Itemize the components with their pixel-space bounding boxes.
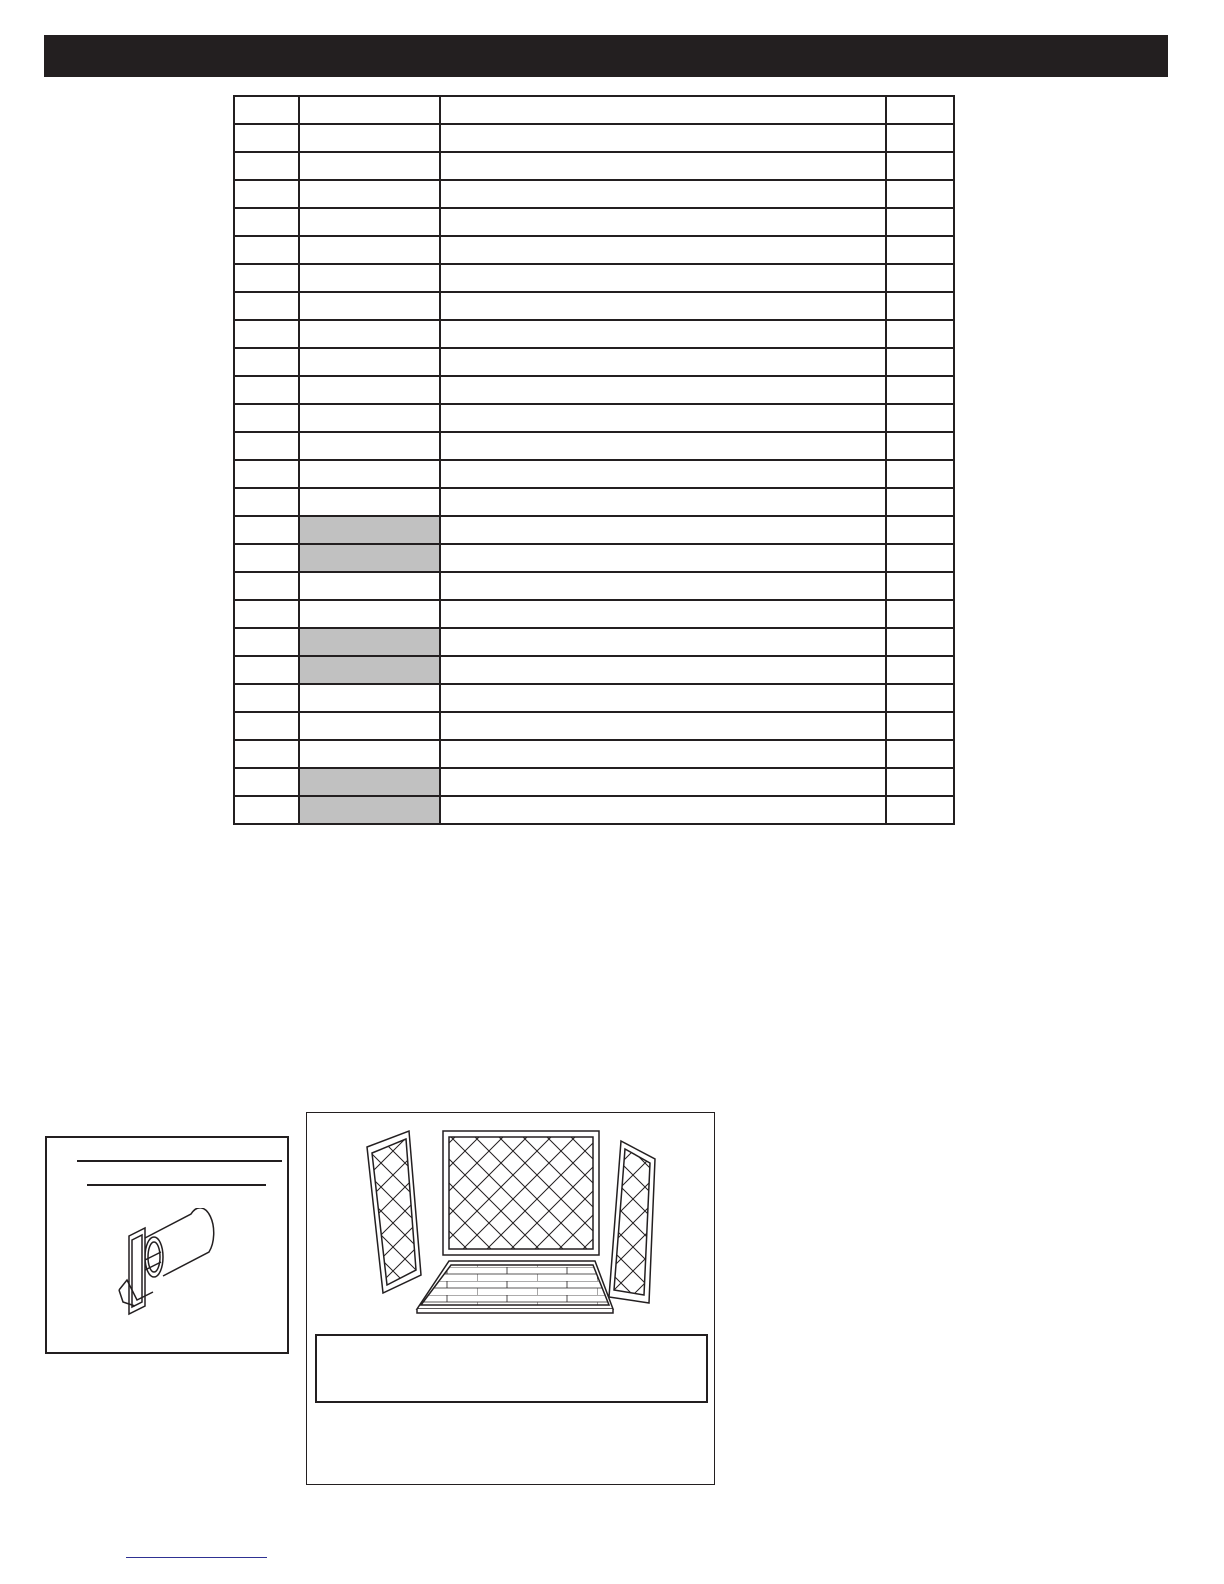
description-cell <box>440 96 886 124</box>
item-number-cell <box>234 740 299 768</box>
description-cell <box>440 376 886 404</box>
item-number-cell <box>234 376 299 404</box>
quantity-cell <box>886 152 954 180</box>
quantity-cell <box>886 348 954 376</box>
item-number-cell <box>234 124 299 152</box>
part-number-cell <box>299 796 440 824</box>
description-cell <box>440 544 886 572</box>
tube-connector-icon <box>105 1208 225 1328</box>
part-number-cell <box>299 768 440 796</box>
description-cell <box>440 180 886 208</box>
table-row <box>234 404 954 432</box>
table-row <box>234 572 954 600</box>
item-number-cell <box>234 348 299 376</box>
quantity-cell <box>886 712 954 740</box>
item-number-cell <box>234 600 299 628</box>
quantity-cell <box>886 96 954 124</box>
quantity-cell <box>886 124 954 152</box>
quantity-cell <box>886 236 954 264</box>
quantity-cell <box>886 740 954 768</box>
quantity-cell <box>886 516 954 544</box>
table-row <box>234 264 954 292</box>
description-cell <box>440 292 886 320</box>
table-row <box>234 320 954 348</box>
table-row <box>234 628 954 656</box>
header-bar <box>44 35 1168 77</box>
quantity-cell <box>886 796 954 824</box>
quantity-cell <box>886 488 954 516</box>
part-number-cell <box>299 264 440 292</box>
quantity-cell <box>886 768 954 796</box>
description-cell <box>440 796 886 824</box>
item-number-cell <box>234 180 299 208</box>
quantity-cell <box>886 208 954 236</box>
table-row <box>234 432 954 460</box>
description-cell <box>440 768 886 796</box>
footer-link[interactable] <box>126 1557 267 1558</box>
part-number-cell <box>299 404 440 432</box>
table-row <box>234 684 954 712</box>
item-number-cell <box>234 796 299 824</box>
quantity-cell <box>886 628 954 656</box>
description-cell <box>440 460 886 488</box>
table-row <box>234 152 954 180</box>
part-number-cell <box>299 124 440 152</box>
table-row <box>234 516 954 544</box>
item-number-cell <box>234 96 299 124</box>
description-cell <box>440 264 886 292</box>
item-number-cell <box>234 516 299 544</box>
quantity-cell <box>886 572 954 600</box>
description-cell <box>440 684 886 712</box>
description-cell <box>440 600 886 628</box>
table-row <box>234 600 954 628</box>
caption-rule <box>77 1160 282 1162</box>
description-cell <box>440 348 886 376</box>
liner-note-box <box>315 1334 708 1403</box>
table-row <box>234 796 954 824</box>
quantity-cell <box>886 656 954 684</box>
item-number-cell <box>234 712 299 740</box>
item-number-cell <box>234 684 299 712</box>
item-number-cell <box>234 152 299 180</box>
item-number-cell <box>234 264 299 292</box>
part-number-cell <box>299 516 440 544</box>
item-number-cell <box>234 208 299 236</box>
part-number-cell <box>299 348 440 376</box>
table-row <box>234 236 954 264</box>
part-number-cell <box>299 292 440 320</box>
description-cell <box>440 516 886 544</box>
quantity-cell <box>886 180 954 208</box>
part-number-cell <box>299 712 440 740</box>
part-number-cell <box>299 460 440 488</box>
table-row <box>234 656 954 684</box>
item-number-cell <box>234 768 299 796</box>
part-number-cell <box>299 320 440 348</box>
item-number-cell <box>234 544 299 572</box>
item-number-cell <box>234 236 299 264</box>
description-cell <box>440 740 886 768</box>
item-number-cell <box>234 320 299 348</box>
part-number-cell <box>299 152 440 180</box>
part-number-cell <box>299 96 440 124</box>
item-number-cell <box>234 404 299 432</box>
item-number-cell <box>234 628 299 656</box>
table-row <box>234 180 954 208</box>
part-number-cell <box>299 236 440 264</box>
part-number-cell <box>299 180 440 208</box>
item-number-cell <box>234 488 299 516</box>
description-cell <box>440 656 886 684</box>
table-row <box>234 740 954 768</box>
table-row <box>234 292 954 320</box>
description-cell <box>440 208 886 236</box>
parts-table <box>233 95 955 825</box>
item-number-cell <box>234 292 299 320</box>
table-row <box>234 96 954 124</box>
part-illustration-box <box>45 1136 289 1354</box>
quantity-cell <box>886 684 954 712</box>
quantity-cell <box>886 292 954 320</box>
description-cell <box>440 236 886 264</box>
quantity-cell <box>886 460 954 488</box>
quantity-cell <box>886 404 954 432</box>
table-row <box>234 348 954 376</box>
part-number-cell <box>299 544 440 572</box>
part-number-cell <box>299 628 440 656</box>
item-number-cell <box>234 460 299 488</box>
description-cell <box>440 488 886 516</box>
part-number-cell <box>299 572 440 600</box>
item-number-cell <box>234 572 299 600</box>
part-number-cell <box>299 432 440 460</box>
parts-table-body <box>234 96 954 824</box>
table-row <box>234 712 954 740</box>
description-cell <box>440 320 886 348</box>
table-row <box>234 208 954 236</box>
part-number-cell <box>299 488 440 516</box>
description-cell <box>440 432 886 460</box>
table-row <box>234 124 954 152</box>
quantity-cell <box>886 600 954 628</box>
herringbone-brick-liner-icon <box>357 1127 657 1327</box>
description-cell <box>440 572 886 600</box>
part-number-cell <box>299 376 440 404</box>
table-row <box>234 544 954 572</box>
description-cell <box>440 152 886 180</box>
table-row <box>234 768 954 796</box>
description-cell <box>440 124 886 152</box>
quantity-cell <box>886 264 954 292</box>
table-row <box>234 488 954 516</box>
table-row <box>234 376 954 404</box>
description-cell <box>440 712 886 740</box>
quantity-cell <box>886 376 954 404</box>
table-row <box>234 460 954 488</box>
item-number-cell <box>234 656 299 684</box>
part-number-cell <box>299 684 440 712</box>
quantity-cell <box>886 544 954 572</box>
description-cell <box>440 404 886 432</box>
quantity-cell <box>886 320 954 348</box>
caption-rule <box>87 1184 266 1186</box>
description-cell <box>440 628 886 656</box>
part-number-cell <box>299 740 440 768</box>
part-number-cell <box>299 600 440 628</box>
part-number-cell <box>299 208 440 236</box>
item-number-cell <box>234 432 299 460</box>
part-number-cell <box>299 656 440 684</box>
quantity-cell <box>886 432 954 460</box>
firebrick-liner-box <box>306 1112 715 1485</box>
